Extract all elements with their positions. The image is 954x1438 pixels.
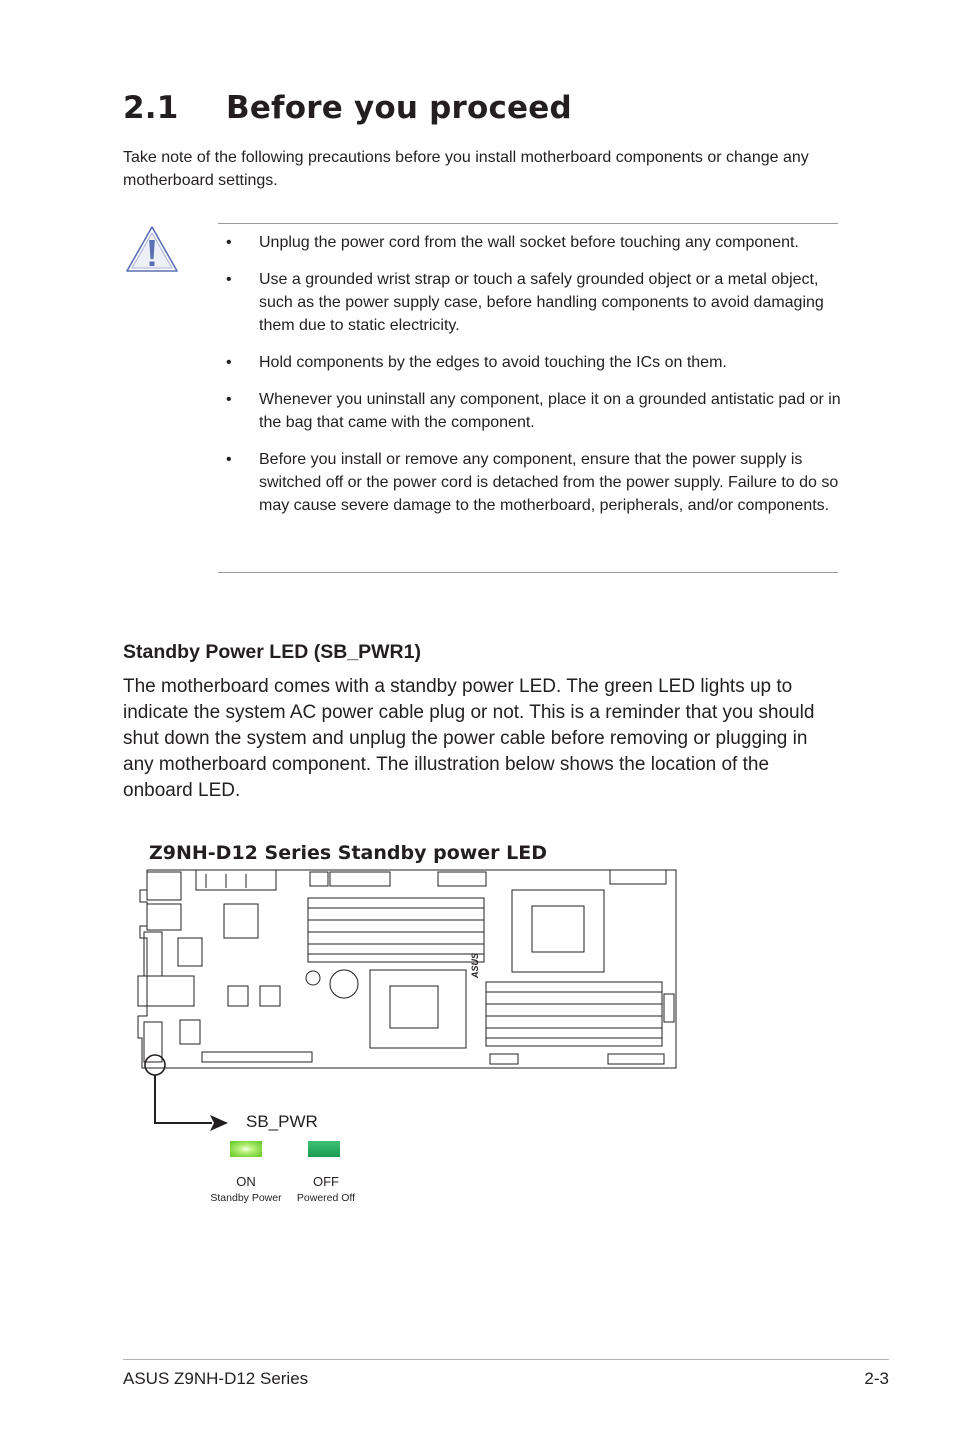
board-logo: ASUS <box>470 952 480 978</box>
list-item <box>218 388 843 434</box>
intro-paragraph: Take note of the following precautions before you install motherboard components or change any motherboard settings. <box>123 149 809 189</box>
list-item <box>218 448 843 517</box>
footer-divider <box>123 1359 889 1360</box>
led-off-swatch <box>308 1141 340 1157</box>
list-item <box>218 231 843 254</box>
bullet: • <box>226 234 232 251</box>
led-off-caption: Powered Off <box>296 1192 356 1204</box>
pointer-arrowhead <box>210 1115 228 1131</box>
list-item-text: Unplug the power cord from the wall socket before touching any component. <box>259 234 799 251</box>
bullet: • <box>226 451 232 468</box>
precautions-list <box>218 231 843 531</box>
section-title-text: Before you proceed <box>226 90 572 126</box>
diagram-title: Z9NH-D12 Series Standby power LED <box>149 842 548 864</box>
list-item <box>218 351 843 374</box>
precautions-box <box>218 223 841 573</box>
warning-icon <box>125 224 179 274</box>
led-off-label: OFF <box>313 1174 339 1189</box>
bullet: • <box>226 391 232 408</box>
section-number: 2.1 <box>123 90 179 126</box>
led-on-swatch <box>230 1141 262 1157</box>
pointer-label: SB_PWR <box>246 1112 318 1131</box>
footer-page-number: 2-3 <box>864 1369 889 1388</box>
pointer-line <box>155 1075 212 1123</box>
footer-manual-title: ASUS Z9NH-D12 Series <box>123 1369 309 1388</box>
standby-led-heading: Standby Power LED (SB_PWR1) <box>123 641 421 663</box>
led-on-caption: Standby Power <box>210 1192 282 1204</box>
section-title <box>123 90 572 126</box>
list-item-text: Use a grounded wrist strap or touch a safely grounded object or a metal object, such as the power supply case, before handling components to avoid damaging them due to static electricity. <box>259 271 824 334</box>
motherboard-outline <box>138 870 676 1075</box>
bullet: • <box>226 271 232 288</box>
list-item <box>218 268 843 337</box>
standby-led-diagram <box>130 838 690 1218</box>
standby-led-description: The motherboard comes with a standby power LED. The green LED lights up to indicate the system AC power cable plug or not. This is a reminder that you should shut down the system and unplug the power cable before removing or plugging in any motherboard component. The illustration below shows the location of the onboard LED. <box>123 676 815 801</box>
bullet: • <box>226 354 232 371</box>
led-on-label: ON <box>236 1174 256 1189</box>
list-item-text: Whenever you uninstall any component, place it on a grounded antistatic pad or in the bag that came with the component. <box>259 391 841 431</box>
list-item-text: Before you install or remove any component, ensure that the power supply is switched off or the power cord is detached from the power supply. Failure to do so may cause severe damage to the motherboard, peripherals, and/or components. <box>259 451 839 514</box>
list-item-text: Hold components by the edges to avoid touching the ICs on them. <box>259 354 727 371</box>
